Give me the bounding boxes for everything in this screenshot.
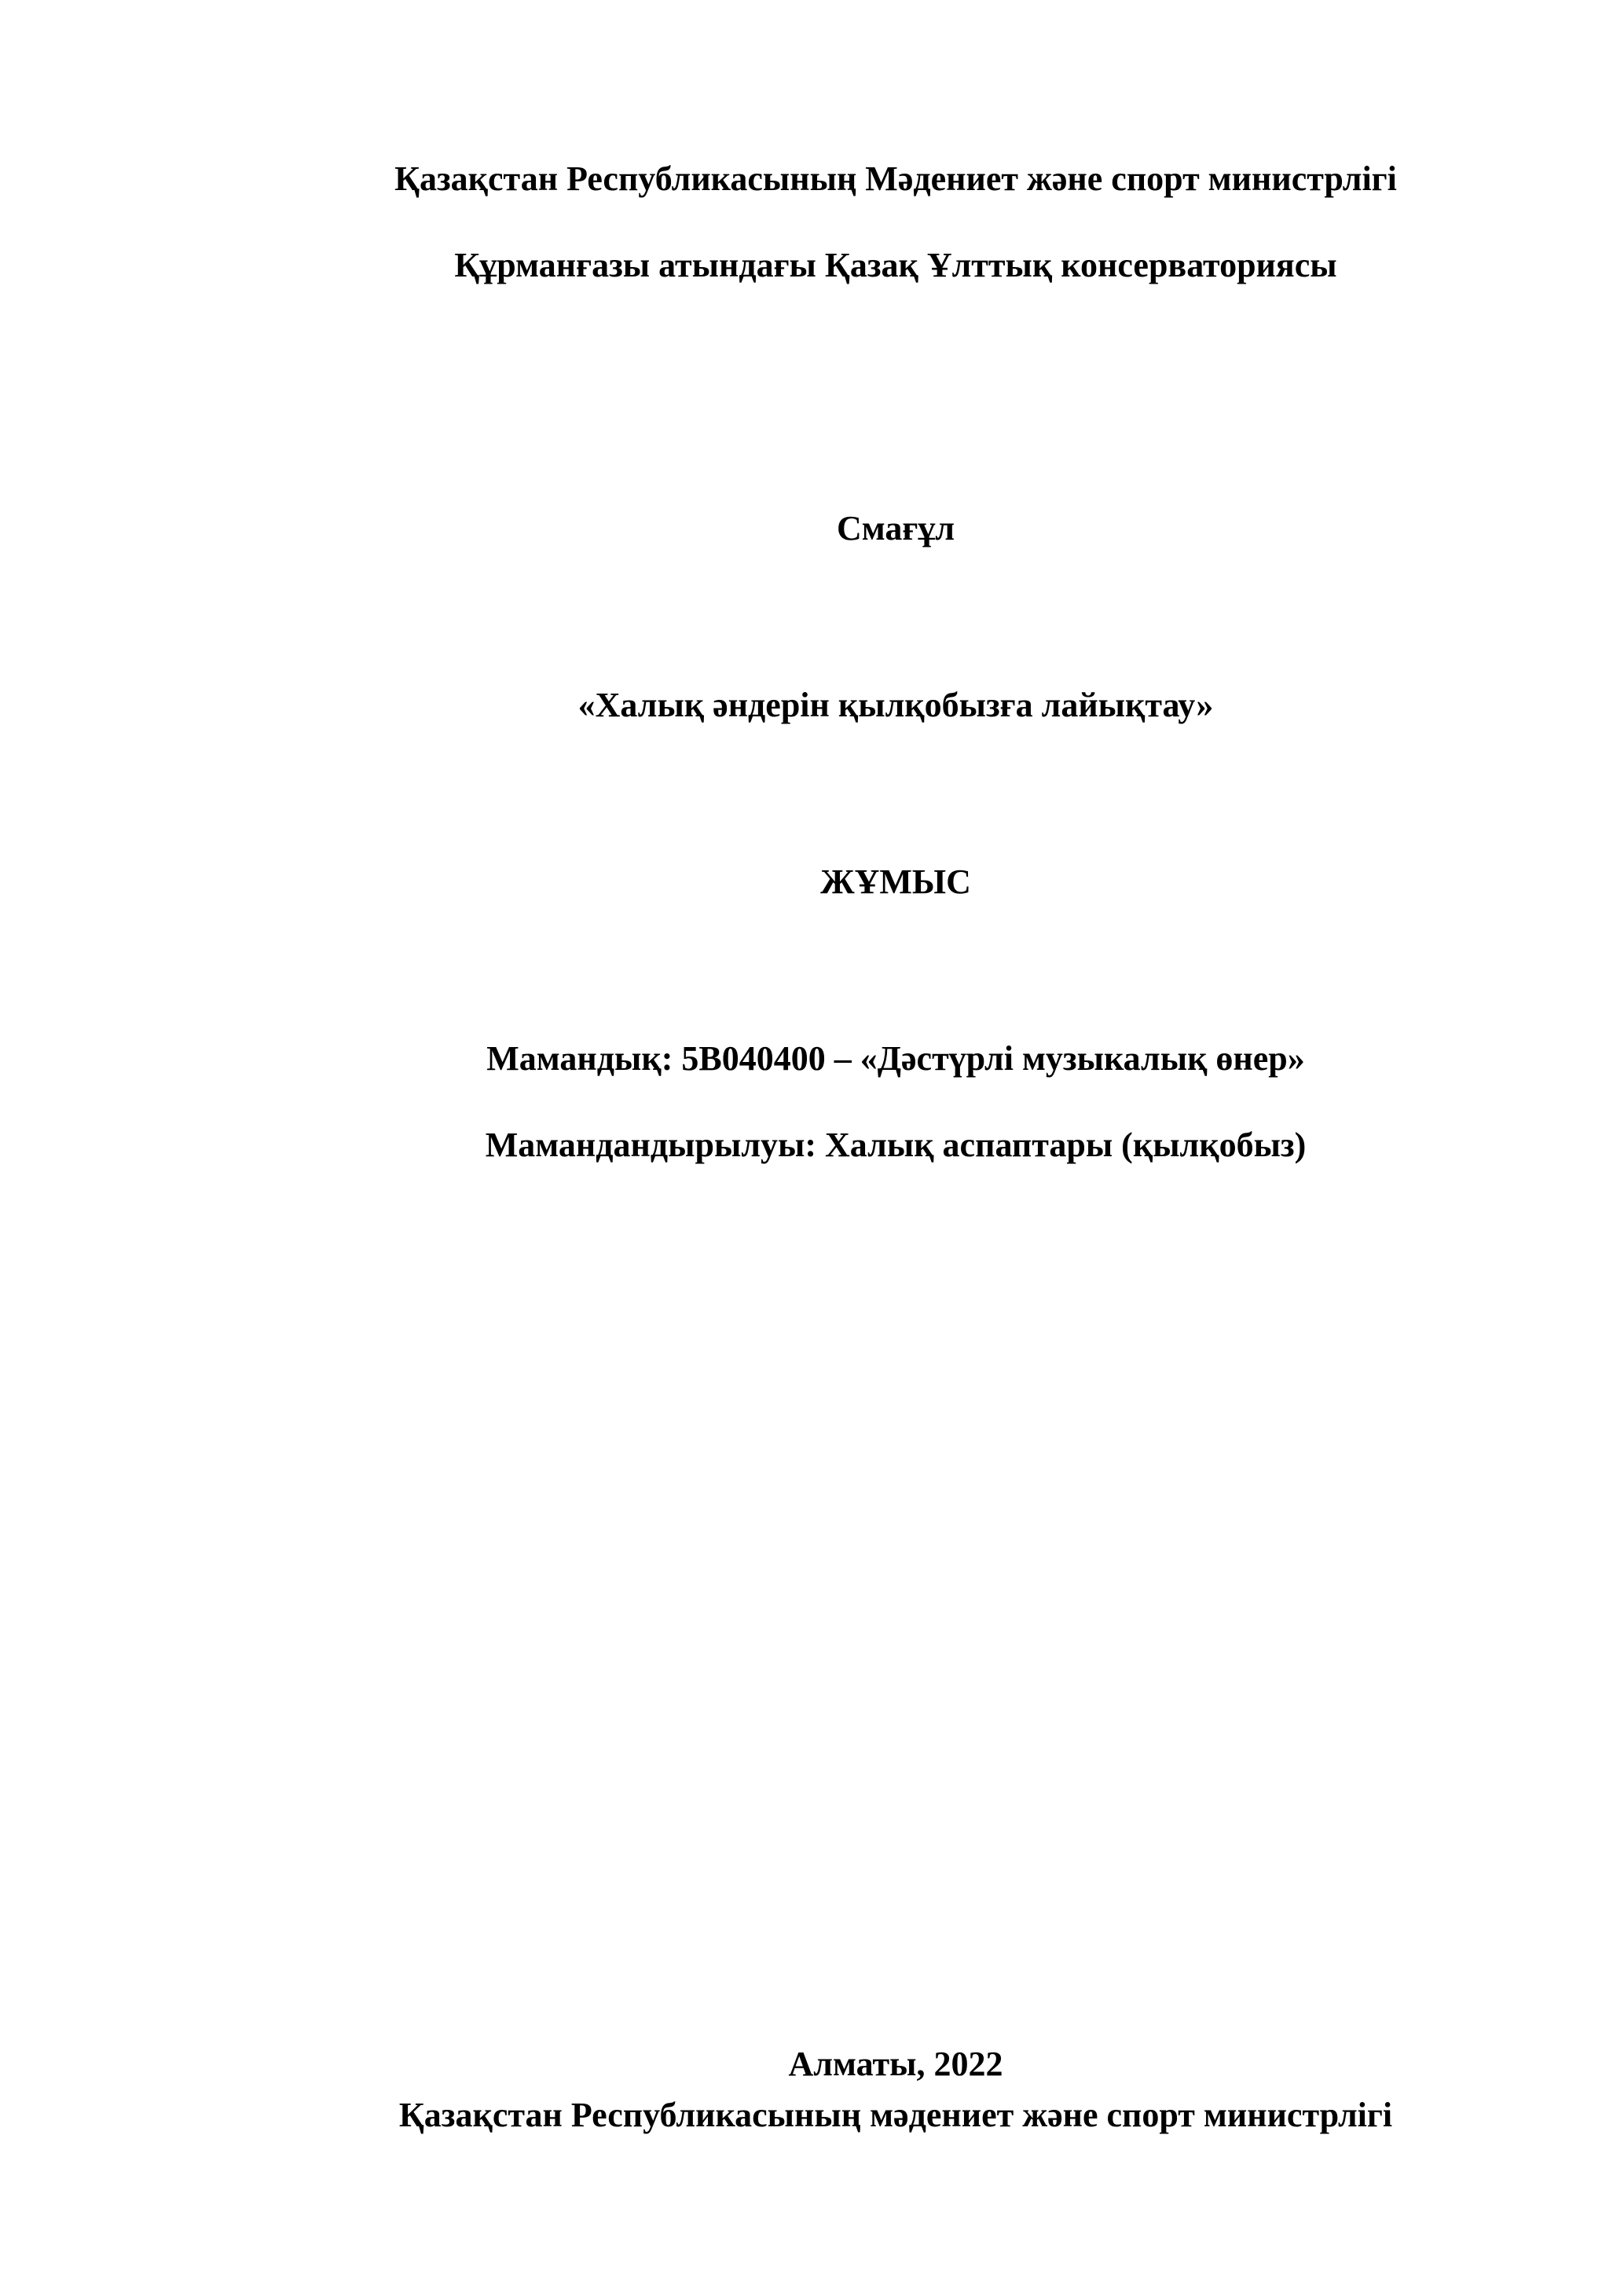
city-year: Алматы, 2022 xyxy=(788,2045,1003,2083)
work-type: ЖҰМЫС xyxy=(820,862,971,901)
work-title: «Халық әндерін қылқобызға лайықтау» xyxy=(577,686,1214,724)
author-name: Смағұл xyxy=(836,509,955,547)
conservatory-heading: Құрманғазы атындағы Қазақ Ұлттық консерваториясы xyxy=(454,246,1337,284)
specialty-line: Мамандық: 5В040400 – «Дәстүрлі музыкалық өнер» xyxy=(486,1039,1305,1078)
ministry-heading: Қазақстан Республикасының Мәдениет және спорт министрлігі xyxy=(394,159,1397,198)
specialization-line: Мамандандырылуы: Халық аспаптары (қылқобыз) xyxy=(485,1126,1307,1164)
ministry-heading-repeat: Қазақстан Республикасының мәдениет және спорт министрлігі xyxy=(398,2096,1393,2134)
